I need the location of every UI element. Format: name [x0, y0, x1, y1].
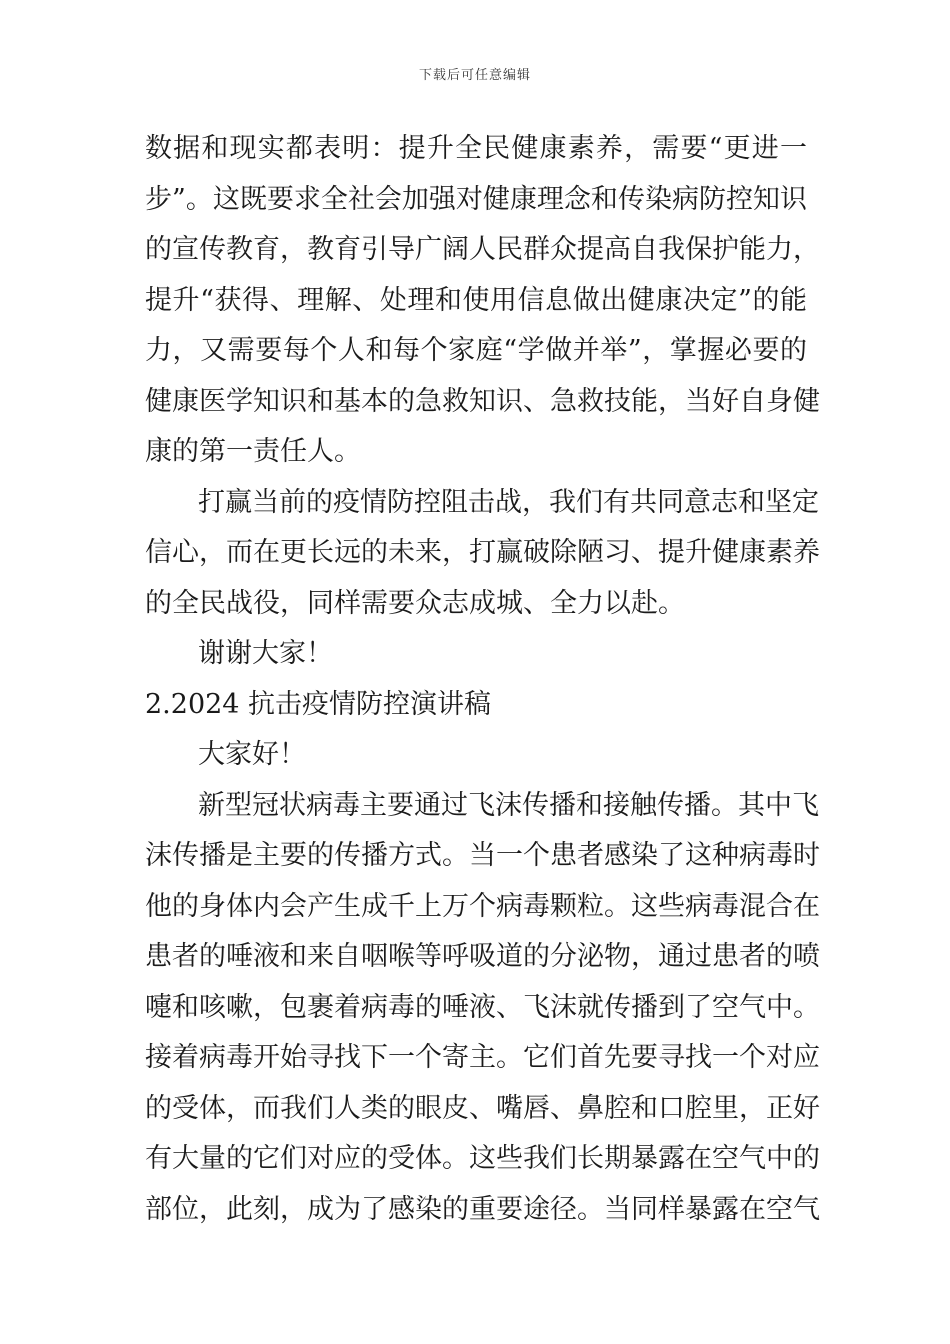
text-line: 提升“获得、理解、处理和使用信息做出健康决定”的能 — [145, 284, 807, 316]
greeting-line: 大家好！ — [198, 739, 306, 770]
page-header: 下载后可任意编辑 — [418, 68, 531, 83]
text-line: 接着病毒开始寻找下一个寄主。它们首先要寻找一个对应 — [145, 1042, 820, 1073]
text-line: 打赢当前的疫情防控阻击战，我们有共同意志和坚定 — [198, 486, 819, 518]
text-line: 的全民战役，同样需要众志成城、全力以赴。 — [145, 587, 685, 619]
text-line: 新型冠状病毒主要通过飞沫传播和接触传播。其中飞 — [198, 789, 819, 821]
section-heading: 2.2024 抗击疫情防控演讲稿 — [145, 688, 492, 720]
text-line: 步”。这既要求全社会加强对健康理念和传染病防控知识 — [145, 183, 807, 215]
text-line: 健康医学知识和基本的急救知识、急救技能，当好自身健 — [145, 385, 820, 417]
text-line: 他的身体内会产生成千上万个病毒颗粒。这些病毒混合在 — [145, 890, 820, 922]
text-line: 沫传播是主要的传播方式。当一个患者感染了这种病毒时 — [145, 840, 820, 871]
text-line: 的宣传教育，教育引导广阔人民群众提高自我保护能力， — [145, 234, 820, 265]
text-line: 数据和现实都表明：提升全民健康素养，需要“更进一 — [145, 133, 807, 164]
text-line: 康的第一责任人。 — [145, 436, 361, 467]
text-line: 力，又需要每个人和每个家庭“学做并举”，掌握必要的 — [145, 335, 807, 366]
text-line: 的受体，而我们人类的眼皮、嘴唇、鼻腔和口腔里，正好 — [145, 1092, 820, 1124]
text-line: 信心，而在更长远的未来，打赢破除陋习、提升健康素养 — [145, 537, 820, 568]
text-line: 患者的唾液和来自咽喉等呼吸道的分泌物，通过患者的喷 — [145, 941, 820, 972]
closing-line: 谢谢大家！ — [198, 638, 333, 669]
text-line: 有大量的它们对应的受体。这些我们长期暴露在空气中的 — [145, 1143, 820, 1174]
text-line: 嚏和咳嗽，包裹着病毒的唾液、飞沫就传播到了空气中。 — [145, 991, 820, 1023]
text-line: 部位，此刻，成为了感染的重要途径。当同样暴露在空气 — [145, 1193, 820, 1225]
document-body — [145, 124, 820, 1235]
